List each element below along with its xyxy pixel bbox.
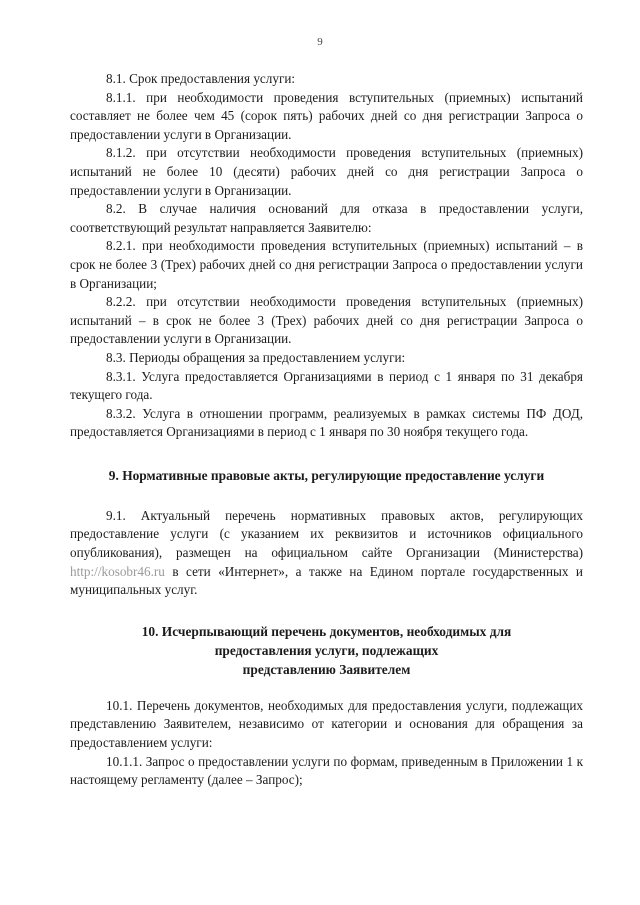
section-10-heading-line-2: предоставления услуги, подлежащих [214, 642, 439, 658]
paragraph-9-1-text-a: 9.1. Актуальный перечень нормативных правовых актов, регулирующих предоставление услуги (с указанием их реквизитов и источников официального опубликования), размещен на официальном сайте Организации (Министерства) [70, 507, 583, 561]
paragraph-8-2: 8.2. В случае наличия оснований для отказа в предоставлении услуги, соответствующий результат направляется Заявителю: [70, 201, 583, 235]
organization-website-link[interactable]: http://kosobr46.ru [70, 563, 165, 579]
section-10-heading-line-1: 10. Исчерпывающий перечень документов, необходимых для [141, 623, 512, 639]
paragraph-8-3-2: 8.3.2. Услуга в отношении программ, реализуемых в рамках системы ПФ ДОД, предоставляется Организациями в период с 1 января по 30 ноября текущего года. [70, 405, 583, 440]
paragraph-8-2-1: 8.2.1. при необходимости проведения вступительных (приемных) испытаний – в срок не более 3 (Трех) рабочих дней со дня регистрации Запроса о предоставлении услуги в Организации; [70, 238, 583, 291]
paragraph-10-1-1: 10.1.1. Запрос о предоставлении услуги по формам, приведенным в Приложении 1 к настоящему регламенту (далее – Запрос); [70, 753, 583, 788]
paragraph-8-1: 8.1. Срок предоставления услуги: [106, 71, 296, 86]
section-10-heading-line-3: представлению Заявителем [242, 661, 411, 677]
paragraph-9-1 [70, 507, 583, 600]
paragraph-9-1-text-b: в сети «Интернет», а также на Едином портале государственных и муниципальных услуг. [70, 563, 583, 598]
paragraph-8-3-1: 8.3.1. Услуга предоставляется Организациями в период с 1 января по 31 декабря текущего года. [70, 368, 583, 403]
page-number: 9 [317, 36, 323, 48]
section-9-heading: 9. Нормативные правовые акты, регулирующие предоставление услуги [108, 467, 545, 483]
paragraph-8-3: 8.3. Периоды обращения за предоставлением услуги: [106, 349, 406, 365]
paragraph-8-1-2: 8.1.2. при отсутствии необходимости проведения вступительных (приемных) испытаний не более 10 (десяти) рабочих дней со дня регистрации Запроса о предоставлении услуги в Организации. [70, 145, 583, 198]
paragraph-8-2-2: 8.2.2. при отсутствии необходимости проведения вступительных (приемных) испытаний – в срок не более 3 (Трех) рабочих дней со дня регистрации Запроса о предоставлении услуги в Организации. [70, 294, 583, 347]
document-body [70, 70, 583, 790]
paragraph-8-1-1: 8.1.1. при необходимости проведения вступительных (приемных) испытаний составляет не более чем 45 (сорок пять) рабочих дней со дня регистрации Запроса о предоставлении услуги в Организации. [70, 89, 583, 142]
paragraph-10-1: 10.1. Перечень документов, необходимых для предоставления услуги, подлежащих представлению Заявителем, независимо от категории и основания для обращения за предоставлением услуги: [70, 697, 583, 751]
